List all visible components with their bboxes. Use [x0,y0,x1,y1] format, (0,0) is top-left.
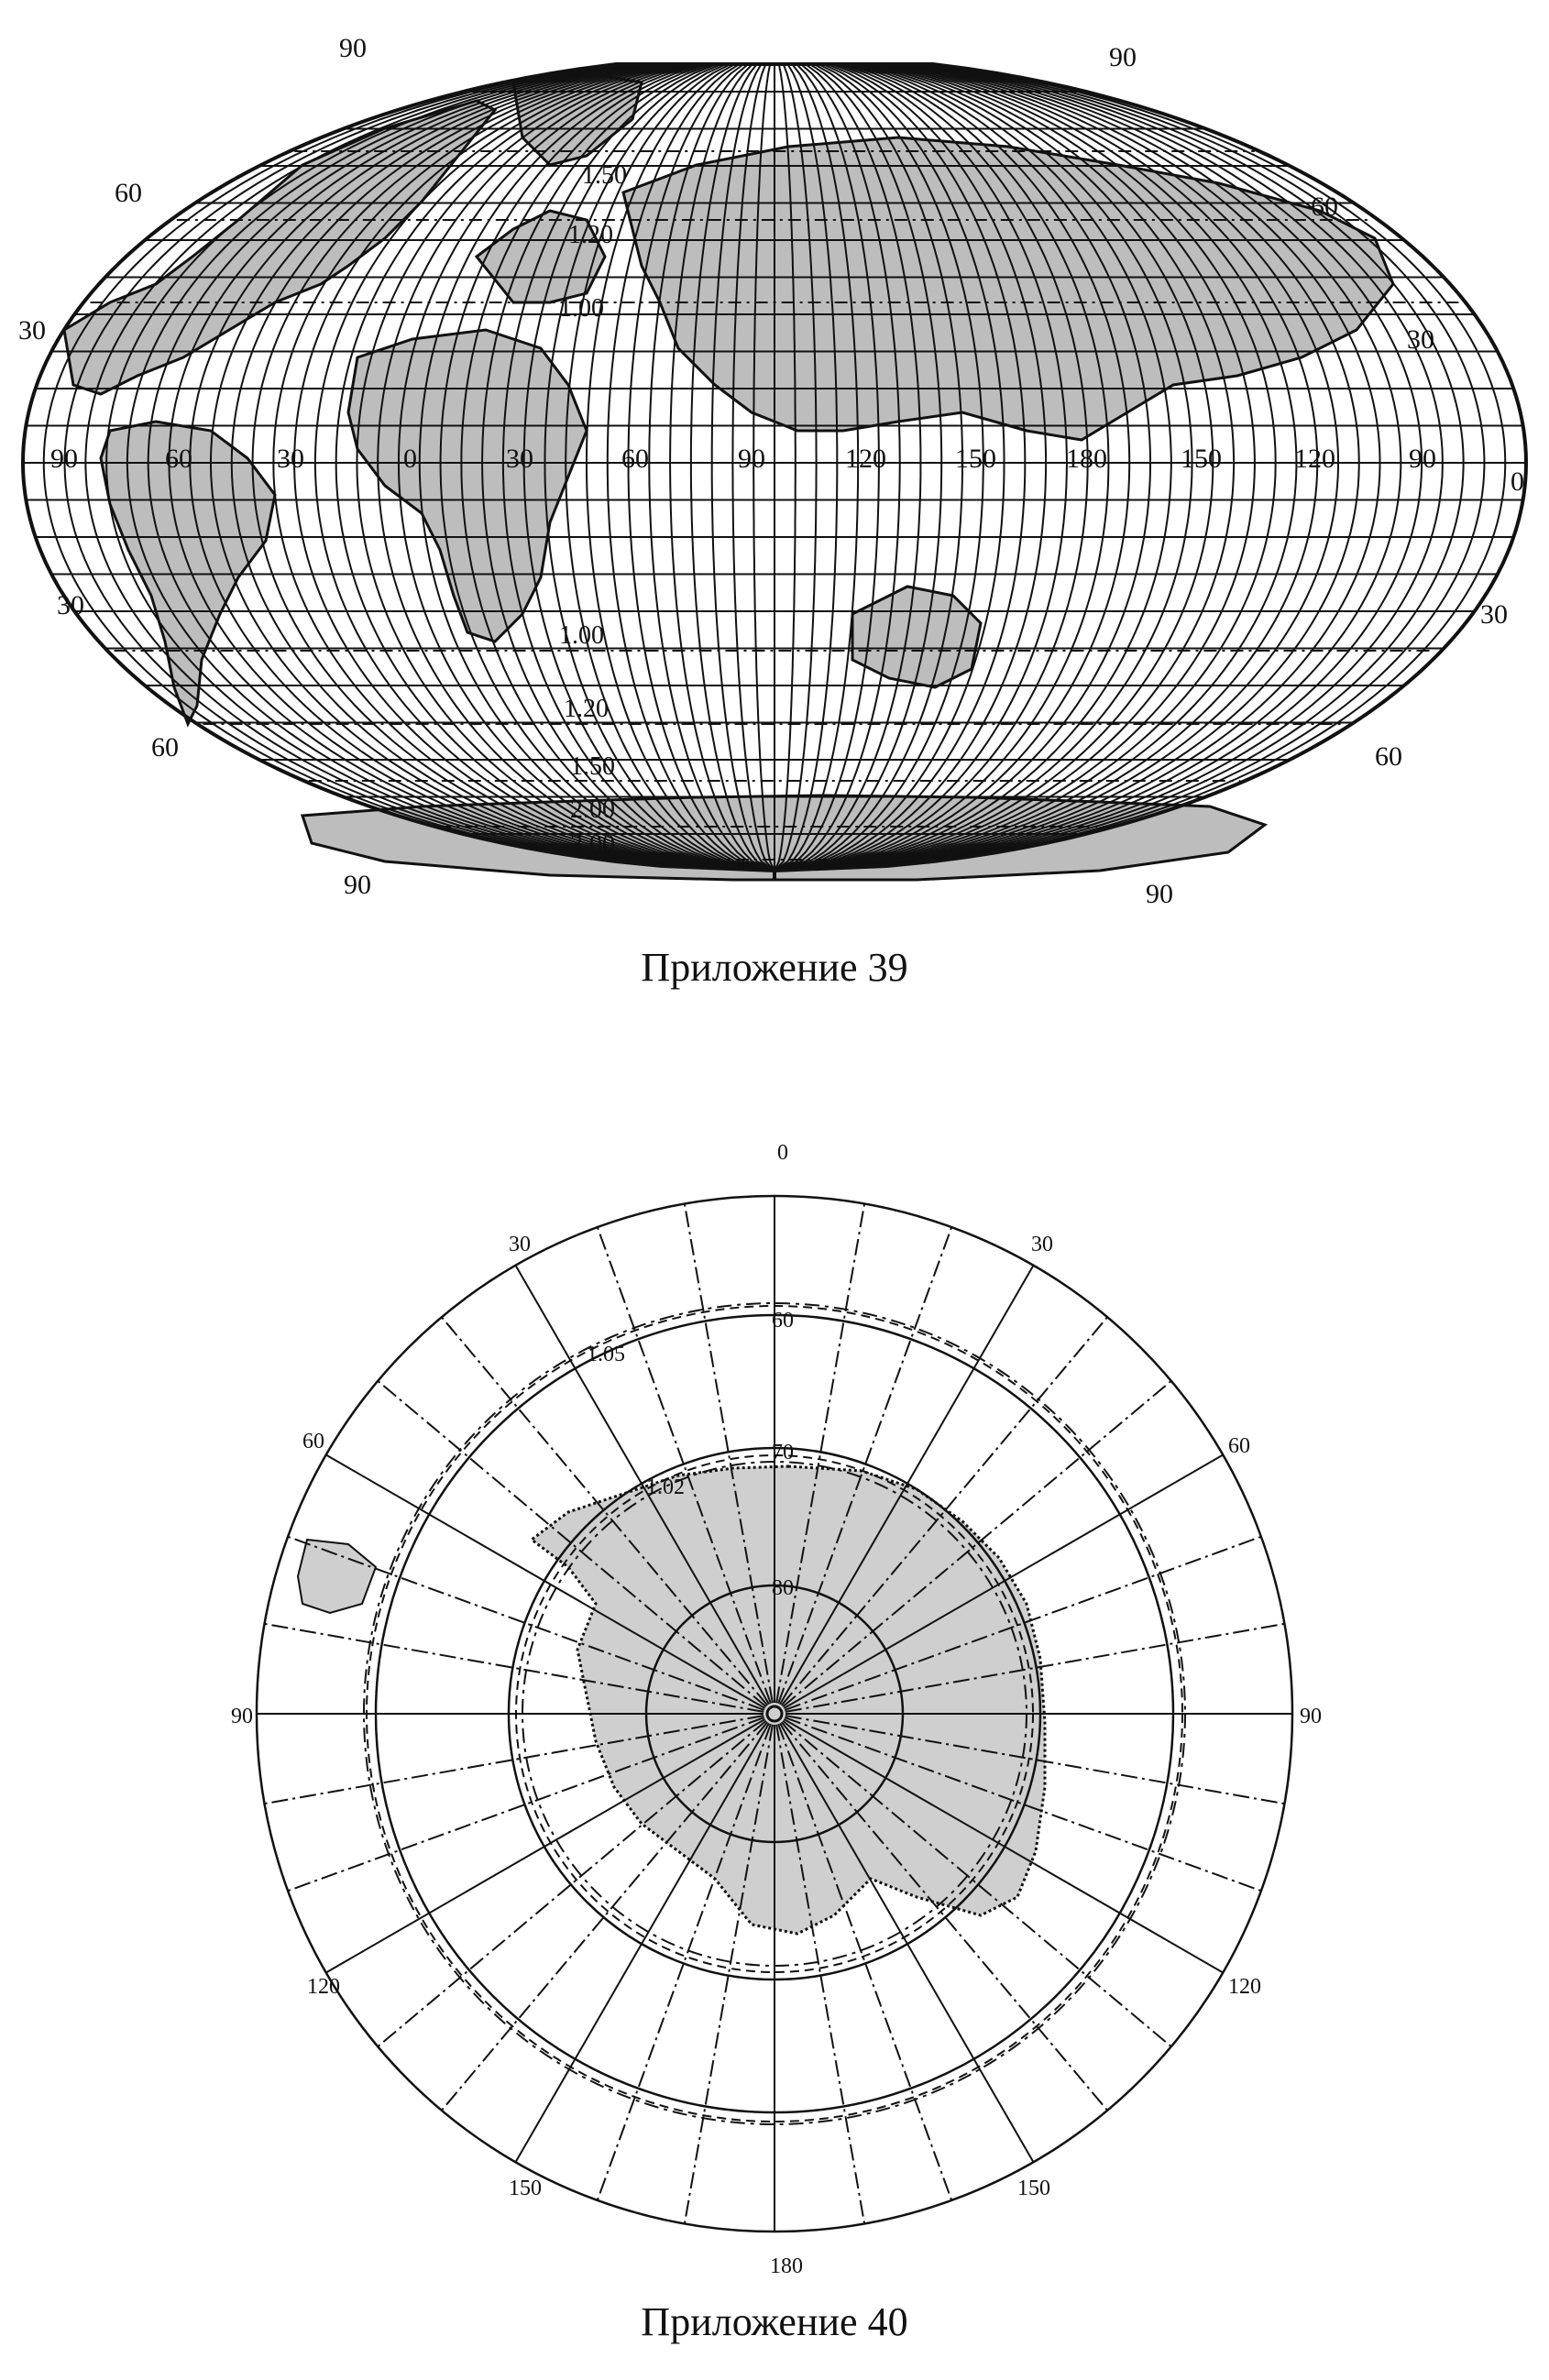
longitude-label: 150 [1181,444,1222,474]
isoline-label: 1.50 [582,161,627,190]
meridian-label: 90 [231,1705,253,1728]
right-latitude-label: 0 [1511,466,1524,497]
australia [852,587,981,687]
corner-label-bottom-right: 90 [1146,879,1173,909]
antarctica [532,1466,1045,1934]
longitude-label: 30 [277,444,304,474]
polar-map [0,1127,1549,2282]
equator-longitude-labels [50,444,1436,474]
isoline-label: 1.00 [559,621,604,650]
isoline-label: 2.00 [570,795,615,824]
isoline-label: 1.50 [570,752,615,781]
polar-map-figure [0,1127,1549,2282]
corner-label-top-right: 90 [1109,42,1137,72]
parallel-label: 80 [772,1576,794,1600]
longitude-label: 90 [1409,444,1436,474]
longitude-label: 30 [506,444,533,474]
isoline-label: 1.20 [564,695,609,723]
meridian-label: 60 [302,1430,324,1453]
left-latitude-label: 60 [115,178,142,208]
right-latitude-label: 30 [1407,324,1434,355]
longitude-label: 180 [1066,444,1107,474]
isoline-label: 1.20 [568,221,613,249]
left-latitude-label: 30 [57,590,84,620]
right-latitude-label: 30 [1480,599,1508,630]
meridian-label: 150 [1017,2177,1050,2200]
longitude-label: 120 [1294,444,1335,474]
meridian-label: 120 [307,1975,340,1999]
longitude-label: 90 [50,444,78,474]
longitude-label: 60 [165,444,192,474]
world-map [0,27,1549,916]
asia [623,137,1393,440]
isoline-label: 3.00 [570,830,615,859]
left-latitude-label: 30 [18,315,46,345]
left-latitude-label: 60 [151,732,179,762]
longitude-label: 150 [955,444,996,474]
corner-label-bottom-left: 90 [344,870,371,900]
meridian-label: 120 [1228,1975,1261,1999]
longitude-label: 120 [845,444,886,474]
isoline-label: 1.05 [587,1343,625,1366]
corner-label-top-left: 90 [339,33,367,63]
meridian-label: 30 [1031,1233,1053,1256]
meridian-label: 0 [777,1141,788,1165]
longitude-label: 0 [403,444,417,474]
meridian-label: 90 [1300,1705,1322,1728]
right-latitude-label: 60 [1311,192,1338,222]
meridian-label: 30 [509,1233,531,1256]
meridian-label: 150 [509,2177,542,2200]
parallel-label: 60 [772,1309,794,1333]
longitude-label: 60 [621,444,649,474]
figure-caption-40: Приложение 40 [641,2299,908,2344]
right-latitude-label: 60 [1375,741,1402,772]
meridian-label: 60 [1228,1434,1250,1458]
longitude-label: 90 [738,444,765,474]
parallel-label: 70 [772,1441,794,1464]
world-map-figure [0,27,1549,916]
south-america-tip [298,1540,376,1613]
isoline-label: 1.02 [646,1475,685,1499]
figure-caption-39: Приложение 39 [641,945,908,990]
isoline-label: 1.00 [559,294,604,323]
meridian-label: 180 [770,2254,803,2278]
